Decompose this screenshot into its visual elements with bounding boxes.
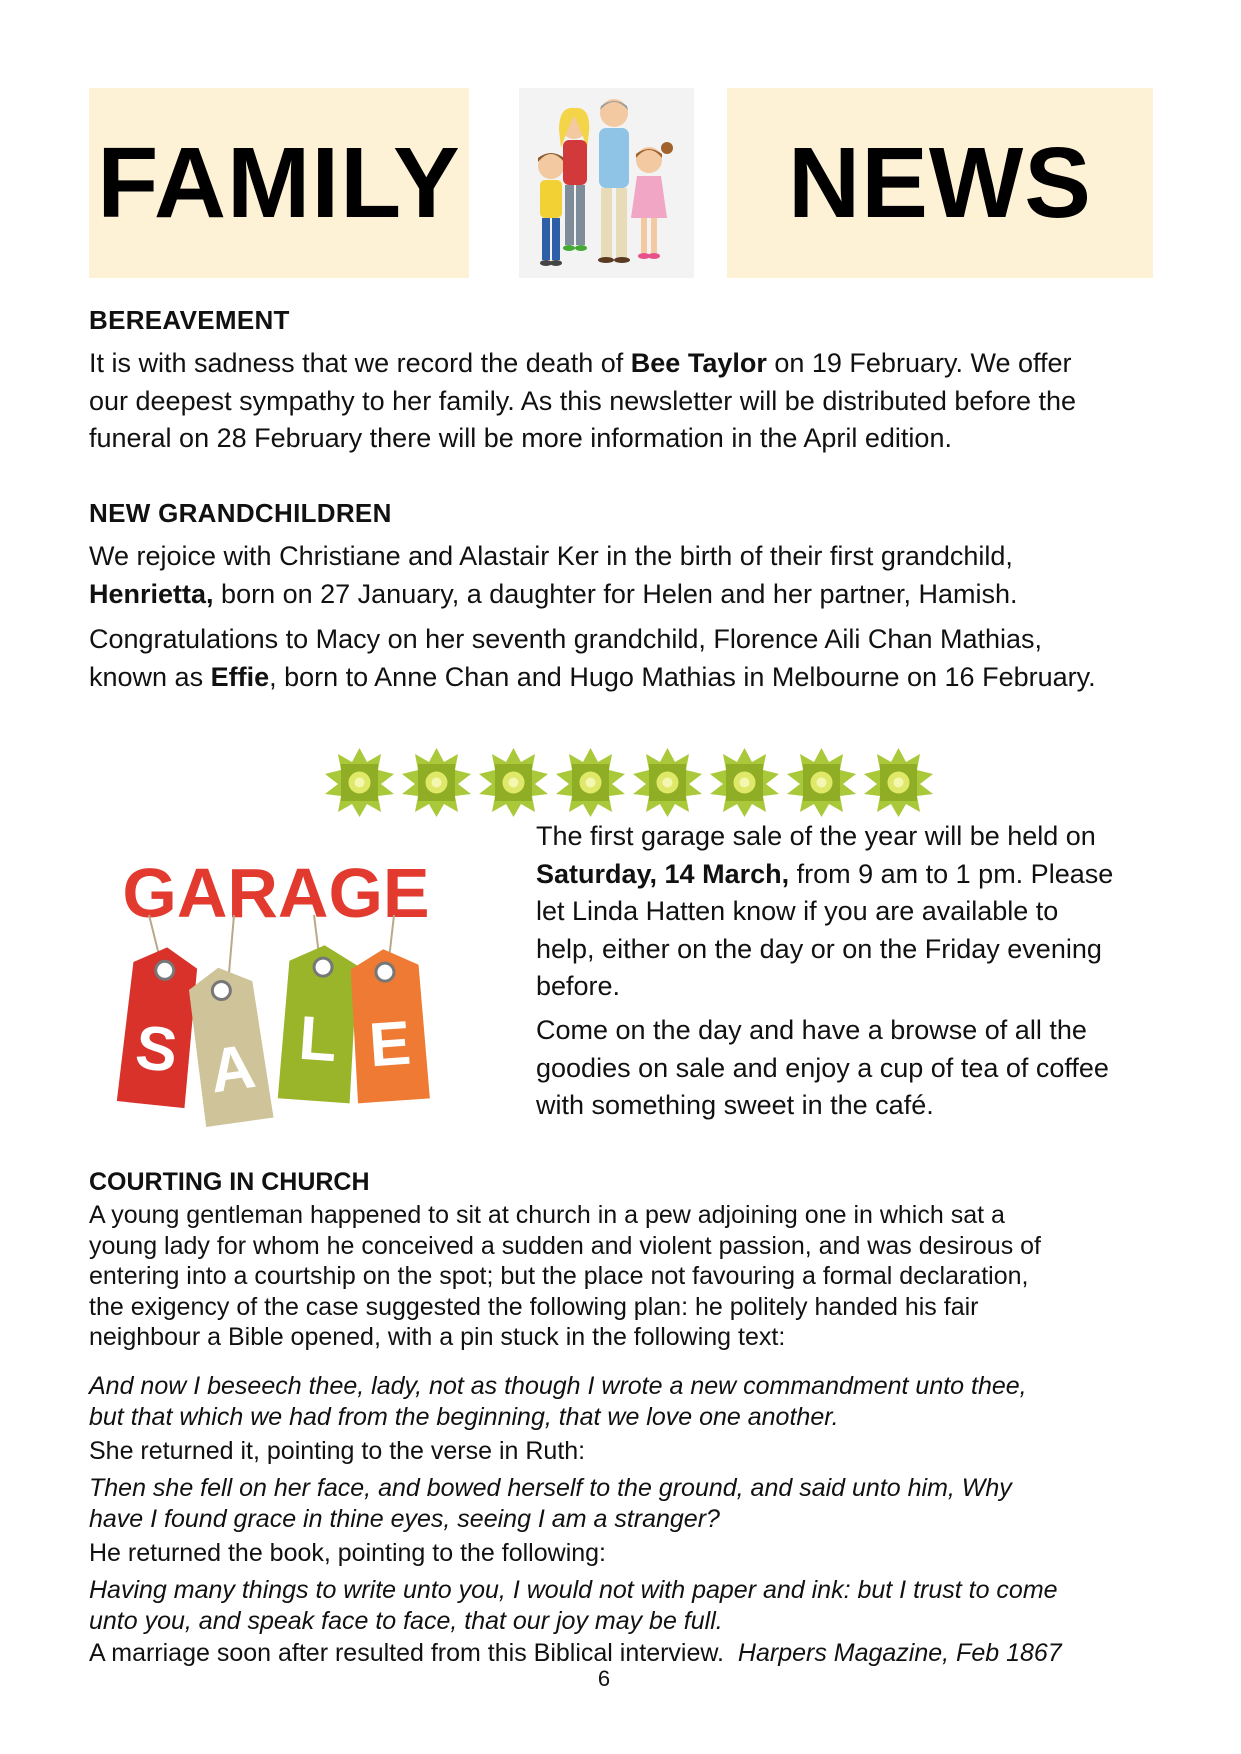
courting-p1-line: neighbour a Bible opened, with a pin stuck in the following text: — [89, 1323, 786, 1351]
grandchildren-paragraph-2 — [89, 621, 1169, 696]
tag-letter-s: S — [132, 1012, 181, 1086]
garage-sale-paragraph-1 — [536, 818, 1156, 1006]
bereavement-line-2: our deepest sympathy to her family. As this newsletter will be distributed before the — [89, 385, 1076, 416]
tile-ornament — [554, 746, 627, 819]
courting-paragraph-3: He returned the book, pointing to the following: — [89, 1539, 607, 1567]
quote-1-line: but that which we had from the beginning, that we love one another. — [89, 1402, 839, 1431]
text-span: It is with sadness that we record the death of — [89, 348, 631, 378]
grandchildren-paragraph-1 — [89, 538, 1169, 613]
tag-letter-a: A — [205, 1031, 260, 1107]
bereavement-paragraph — [89, 345, 1169, 458]
tile-ornament — [323, 746, 396, 819]
quote-2-line: have I found grace in thine eyes, seeing I am a stranger? — [89, 1504, 720, 1533]
quote-2-line: Then she fell on her face, and bowed herself to the ground, and said unto him, Why — [89, 1474, 1012, 1502]
sale-date: Saturday, 14 March, — [536, 858, 790, 889]
tile-ornament — [631, 746, 704, 819]
courting-p1-line: the exigency of the case suggested the following plan: he politely handed his fair — [89, 1292, 979, 1321]
grandchild-name: Henrietta, — [89, 578, 214, 609]
courting-quote-3 — [89, 1575, 1169, 1636]
courting-quote-1 — [89, 1371, 1169, 1432]
grandchildren-p2-line-2 — [89, 659, 1169, 697]
text-span: known as — [89, 661, 211, 692]
quote-3-line: unto you, and speak face to face, that our joy may be full. — [89, 1606, 723, 1635]
tile-ornament — [477, 746, 550, 819]
grandchild-nickname: Effie — [210, 661, 270, 692]
garage-line-7: goodies on sale and enjoy a cup of tea of coffee — [536, 1052, 1109, 1083]
courting-p1-line: A young gentleman happened to sit at church in a pew adjoining one in which sat a — [89, 1201, 1005, 1229]
garage-line-3: let Linda Hatten know if you are available to — [536, 896, 1059, 926]
family-illustration — [519, 88, 694, 278]
tag-letter-l: L — [296, 1003, 340, 1076]
header-news-box — [727, 88, 1153, 278]
bereavement-line-3: funeral on 28 February there will be more information in the April edition. — [89, 423, 952, 453]
courting-heading: COURTING IN CHURCH — [89, 1168, 370, 1196]
tag-letter-e: E — [366, 1008, 414, 1081]
header-family-box — [89, 88, 469, 278]
quote-1-line: And now I beseech thee, lady, not as though I wrote a new commandment unto thee, — [89, 1372, 1027, 1400]
tile-ornament — [862, 746, 935, 819]
tile-ornament — [708, 746, 781, 819]
garage-line-2 — [536, 856, 1156, 894]
garage-sale-paragraph-2 — [536, 1012, 1156, 1125]
courting-p1-line: young lady for whom he conceived a sudden and violent passion, and was desirous of — [89, 1231, 1041, 1260]
garage-line-1: The first garage sale of the year will be held on — [536, 821, 1096, 851]
deceased-name: Bee Taylor — [630, 348, 767, 378]
tile-ornament — [400, 746, 473, 819]
grandchildren-p1-line-2 — [89, 576, 1169, 614]
garage-line-6: Come on the day and have a browse of all the — [536, 1015, 1087, 1045]
grandchildren-p2-line-1: Congratulations to Macy on her seventh grandchild, Florence Aili Chan Mathias, — [89, 624, 1043, 654]
courting-conclusion: A marriage soon after resulted from this Biblical interview. — [89, 1639, 724, 1667]
courting-p1-line: entering into a courtship on the spot; but the place not favouring a formal declaration, — [89, 1262, 1029, 1290]
courting-quote-2 — [89, 1473, 1169, 1534]
courting-paragraph-4 — [89, 1638, 1169, 1669]
garage-line-4: help, either on the day or on the Friday evening — [536, 933, 1102, 964]
header-family-word: FAMILY — [97, 126, 461, 239]
bereavement-line-1 — [89, 345, 1169, 383]
bereavement-heading: BEREAVEMENT — [89, 305, 290, 335]
courting-paragraph-1 — [89, 1200, 1169, 1353]
decorative-tile-band — [323, 746, 940, 819]
garage-line-8: with something sweet in the café. — [536, 1090, 934, 1120]
garage-sale-graphic — [89, 855, 464, 1130]
text-span: on 19 February. We offer — [766, 348, 1072, 378]
grandchildren-p1-line-1: We rejoice with Christiane and Alastair Ker in the birth of their first grandchild, — [89, 541, 1013, 571]
garage-line-5: before. — [536, 971, 621, 1001]
garage-word-text: GARAGE — [122, 855, 430, 932]
garage-word — [122, 855, 429, 932]
courting-source: Harpers Magazine, Feb 1867 — [737, 1639, 1062, 1667]
text-span: , born to Anne Chan and Hugo Mathias in Melbourne on 16 February. — [269, 661, 1096, 692]
text-span: from 9 am to 1 pm. Please — [789, 858, 1114, 889]
courting-paragraph-2: She returned it, pointing to the verse in Ruth: — [89, 1437, 586, 1465]
tile-ornament — [785, 746, 858, 819]
grandchildren-heading: NEW GRANDCHILDREN — [89, 498, 392, 528]
quote-3-line: Having many things to write unto you, I would not with paper and ink: but I trust to come — [89, 1576, 1058, 1604]
page-number: 6 — [597, 1666, 611, 1691]
text-span: born on 27 January, a daughter for Helen and her partner, Hamish. — [213, 578, 1018, 609]
header-news-word: NEWS — [788, 126, 1092, 239]
